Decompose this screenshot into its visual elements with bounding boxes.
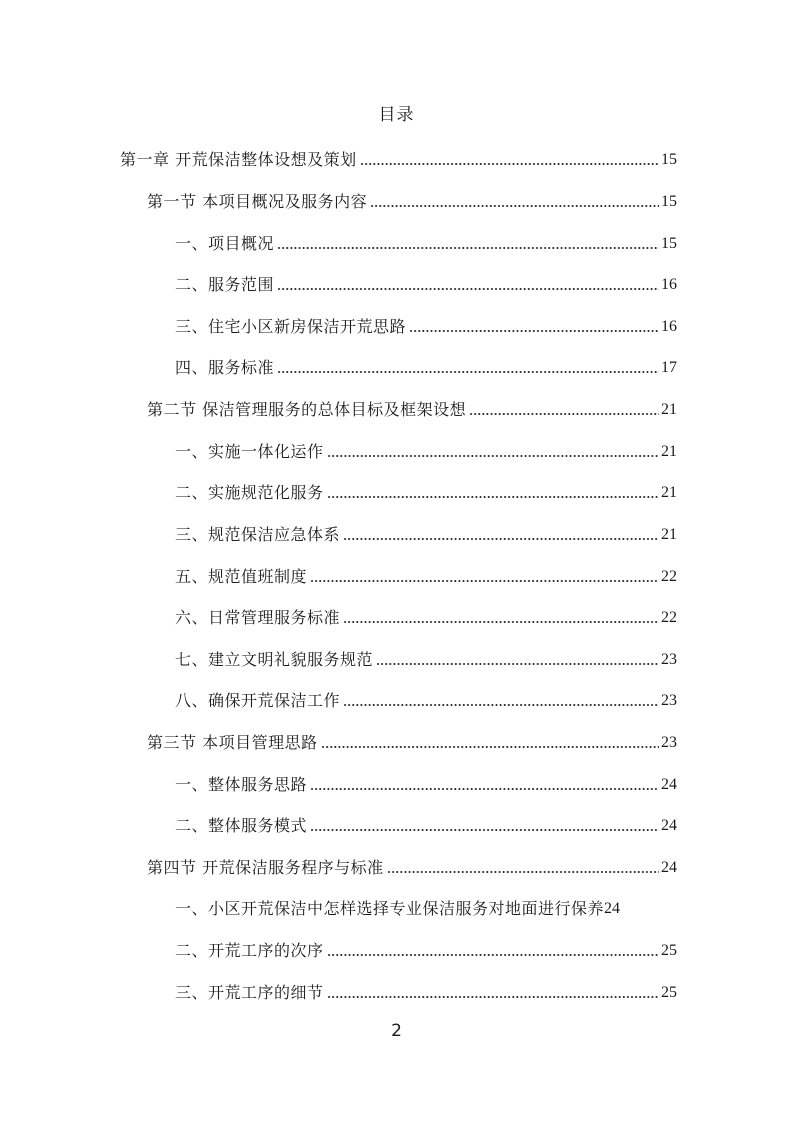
toc-entry-subsection[interactable] (175, 562, 677, 588)
toc-entry-section[interactable] (147, 853, 677, 879)
toc-entry-label: 八、确保开荒保洁工作 (175, 691, 341, 710)
dot-leader (343, 620, 659, 624)
dot-leader (277, 246, 659, 250)
toc-entry-label: 五、规范值班制度 (175, 567, 308, 586)
toc-entry-subsection[interactable] (175, 978, 677, 1004)
toc-entry-subsection[interactable] (175, 437, 677, 463)
dot-leader (310, 579, 659, 583)
toc-entry-subsection[interactable] (175, 353, 677, 379)
toc-entry-subsection[interactable] (175, 770, 677, 796)
dot-leader (376, 662, 659, 666)
dot-leader (469, 412, 659, 416)
toc-entry-subsection[interactable] (175, 270, 677, 296)
toc-entry-page: 23 (661, 651, 677, 668)
toc-entry-page: 23 (661, 734, 677, 751)
dot-leader (327, 995, 659, 999)
toc-entry-section[interactable] (147, 395, 677, 421)
dot-leader (327, 953, 659, 957)
dot-leader (343, 537, 659, 541)
toc-entry-subsection[interactable] (175, 229, 677, 255)
dot-leader (387, 870, 659, 874)
toc-entry-section[interactable] (147, 187, 677, 213)
toc-entry-page: 21 (661, 401, 677, 418)
dot-leader (277, 287, 659, 291)
toc-entry-label: 第三节 本项目管理思路 (147, 733, 318, 752)
toc-entry-page: 15 (661, 193, 677, 210)
toc-entry-label: 六、日常管理服务标准 (175, 608, 341, 627)
toc-entry-page: 25 (661, 984, 677, 1001)
toc-entry-label: 第一章 开荒保洁整体设想及策划 (120, 150, 357, 169)
dot-leader (409, 329, 659, 333)
toc-entry-page: 23 (661, 692, 677, 709)
page-number: 2 (391, 1021, 402, 1041)
toc-entry-label: 一、项目概况 (175, 234, 275, 253)
toc-entry-subsection[interactable] (175, 936, 677, 962)
toc-entry-page: 22 (661, 568, 677, 585)
toc-entry-label: 三、开荒工序的细节 (175, 983, 324, 1002)
toc-entry-label: 二、服务范围 (175, 275, 275, 294)
dot-leader (327, 495, 659, 499)
toc-entry-subsection[interactable] (175, 811, 677, 837)
toc-entry-label: 七、建立文明礼貌服务规范 (175, 650, 374, 669)
dot-leader (370, 204, 659, 208)
toc-title: 目录 (378, 105, 415, 125)
toc-entry-subsection[interactable] (175, 894, 690, 920)
toc-entry-label: 三、住宅小区新房保洁开荒思路 (175, 317, 407, 336)
toc-entry-subsection[interactable] (175, 520, 677, 546)
toc-entry-section[interactable] (147, 728, 677, 754)
toc-entry-label: 第四节 开荒保洁服务程序与标准 (147, 858, 384, 877)
toc-entry-subsection[interactable] (175, 686, 677, 712)
toc-entry-label: 三、规范保洁应急体系 (175, 525, 341, 544)
toc-entry-page: 21 (661, 484, 677, 501)
toc-entry-label: 第一节 本项目概况及服务内容 (147, 192, 368, 211)
toc-entry-page: 24 (661, 776, 677, 793)
dot-leader (277, 370, 659, 374)
toc-entry-label: 四、服务标准 (175, 358, 275, 377)
dot-leader (327, 454, 659, 458)
dot-leader (321, 745, 659, 749)
toc-entry-page: 24 (661, 817, 677, 834)
toc-entry-page: 25 (661, 942, 677, 959)
toc-entry-subsection[interactable] (175, 478, 677, 504)
toc-entry-label: 二、整体服务模式 (175, 816, 308, 835)
toc-entry-page: 24 (604, 900, 621, 917)
toc-entry-subsection[interactable] (175, 603, 677, 629)
toc-entry-page: 15 (661, 151, 677, 168)
dot-leader (310, 787, 659, 791)
toc-entry-label: 一、整体服务思路 (175, 775, 308, 794)
toc-entry-page: 15 (661, 235, 677, 252)
toc-entry-subsection[interactable] (175, 645, 677, 671)
toc-entry-page: 21 (661, 443, 677, 460)
toc-entry-page: 22 (661, 609, 677, 626)
toc-entry-label: 二、实施规范化服务 (175, 483, 324, 502)
toc-entry-label: 第二节 保洁管理服务的总体目标及框架设想 (147, 400, 467, 419)
toc-entry-page: 24 (661, 859, 677, 876)
toc-entry-label: 一、小区开荒保洁中怎样选择专业保洁服务对地面进行保养 (175, 899, 605, 918)
toc-entry-page: 17 (661, 359, 677, 376)
toc-entry-page: 16 (661, 318, 677, 335)
toc-entry-page: 21 (661, 526, 677, 543)
toc-entry-label: 二、开荒工序的次序 (175, 941, 324, 960)
toc-entry-page: 16 (661, 276, 677, 293)
dot-leader (343, 703, 659, 707)
toc-entry-subsection[interactable] (175, 312, 677, 338)
dot-leader (310, 828, 659, 832)
toc-entry-chapter[interactable] (120, 145, 677, 171)
dot-leader (360, 162, 659, 166)
toc-entry-label: 一、实施一体化运作 (175, 442, 324, 461)
